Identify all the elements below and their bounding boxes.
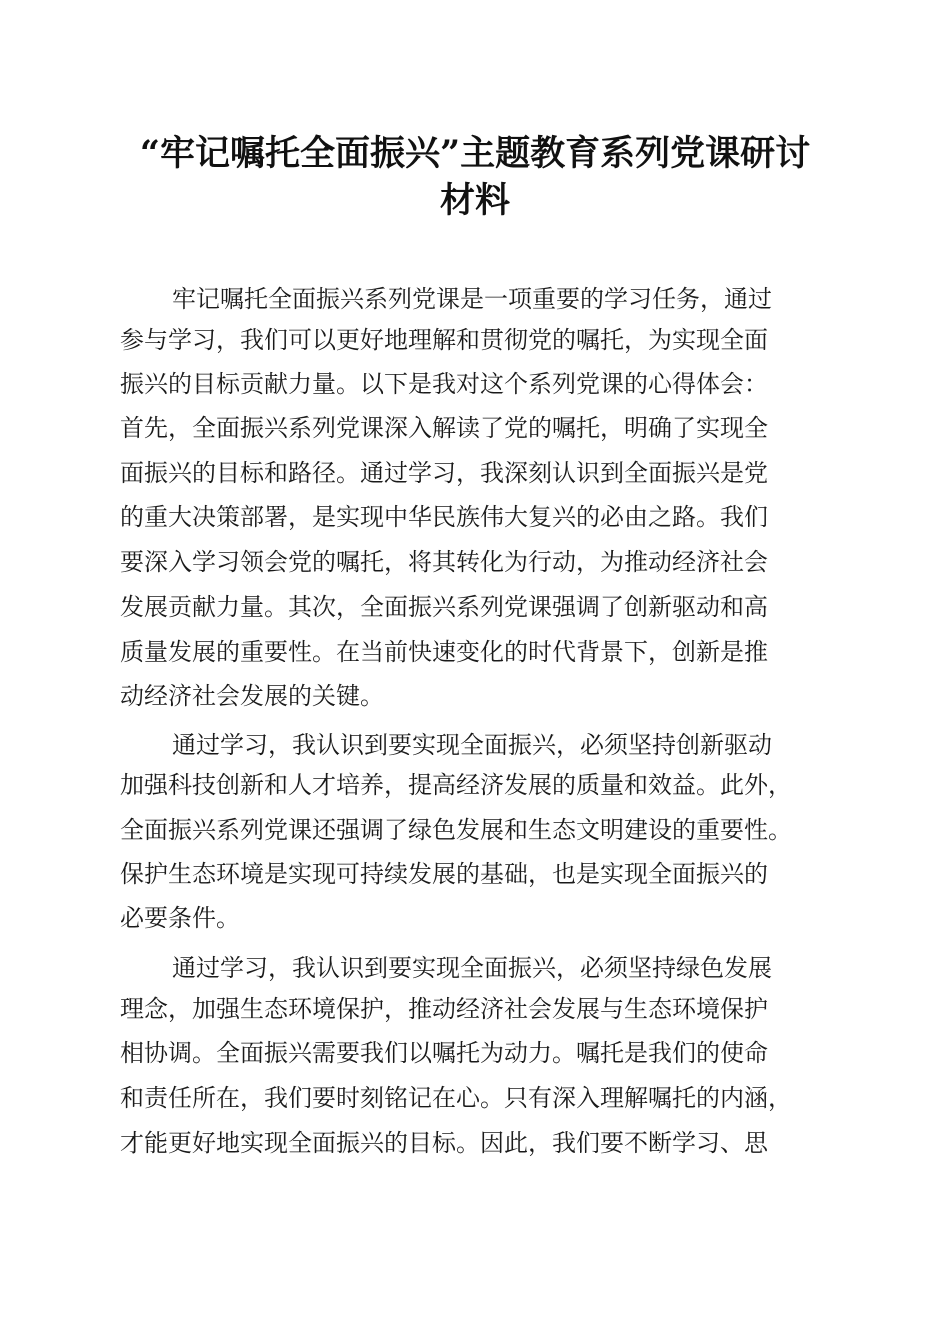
body-line: 和责任所在，我们要时刻铭记在心。只有深入理解嘱托的内涵， <box>120 1084 792 1112</box>
body-line: 保护生态环境是实现可持续发展的基础，也是实现全面振兴的 <box>120 860 768 888</box>
body-line: 牢记嘱托全面振兴系列党课是一项重要的学习任务，通过 <box>172 285 772 313</box>
body-line: 通过学习，我认识到要实现全面振兴，必须坚持创新驱动 <box>172 731 772 759</box>
body-line: 质量发展的重要性。在当前快速变化的时代背景下，创新是推 <box>120 638 768 666</box>
body-line: 全面振兴系列党课还强调了绿色发展和生态文明建设的重要性。 <box>120 816 792 844</box>
body-line: 首先，全面振兴系列党课深入解读了党的嘱托，明确了实现全 <box>120 414 768 442</box>
body-line: 要深入学习领会党的嘱托，将其转化为行动，为推动经济社会 <box>120 548 768 576</box>
body-line: 必要条件。 <box>120 904 240 932</box>
body-line: 振兴的目标贡献力量。以下是我对这个系列党课的心得体会： <box>120 370 768 398</box>
body-line: 通过学习，我认识到要实现全面振兴，必须坚持绿色发展 <box>172 954 772 982</box>
body-line: 发展贡献力量。其次，全面振兴系列党课强调了创新驱动和高 <box>120 593 768 621</box>
body-line: 加强科技创新和人才培养，提高经济发展的质量和效益。此外， <box>120 771 792 799</box>
body-line: 面振兴的目标和路径。通过学习，我深刻认识到全面振兴是党 <box>120 459 768 487</box>
body-line: 动经济社会发展的关键。 <box>120 682 384 710</box>
body-line: 相协调。全面振兴需要我们以嘱托为动力。嘱托是我们的使命 <box>120 1039 768 1067</box>
title-line-2: 材料 <box>439 180 510 221</box>
document-title <box>100 130 850 224</box>
body-line: 理念，加强生态环境保护，推动经济社会发展与生态环境保护 <box>120 995 768 1023</box>
body-line: 的重大决策部署，是实现中华民族伟大复兴的必由之路。我们 <box>120 503 768 531</box>
title-line-1: “牢记嘱托全面振兴”主题教育系列党课研讨 <box>139 133 811 174</box>
body-line: 才能更好地实现全面振兴的目标。因此，我们要不断学习、思 <box>120 1129 768 1157</box>
body-line: 参与学习，我们可以更好地理解和贯彻党的嘱托，为实现全面 <box>120 326 768 354</box>
